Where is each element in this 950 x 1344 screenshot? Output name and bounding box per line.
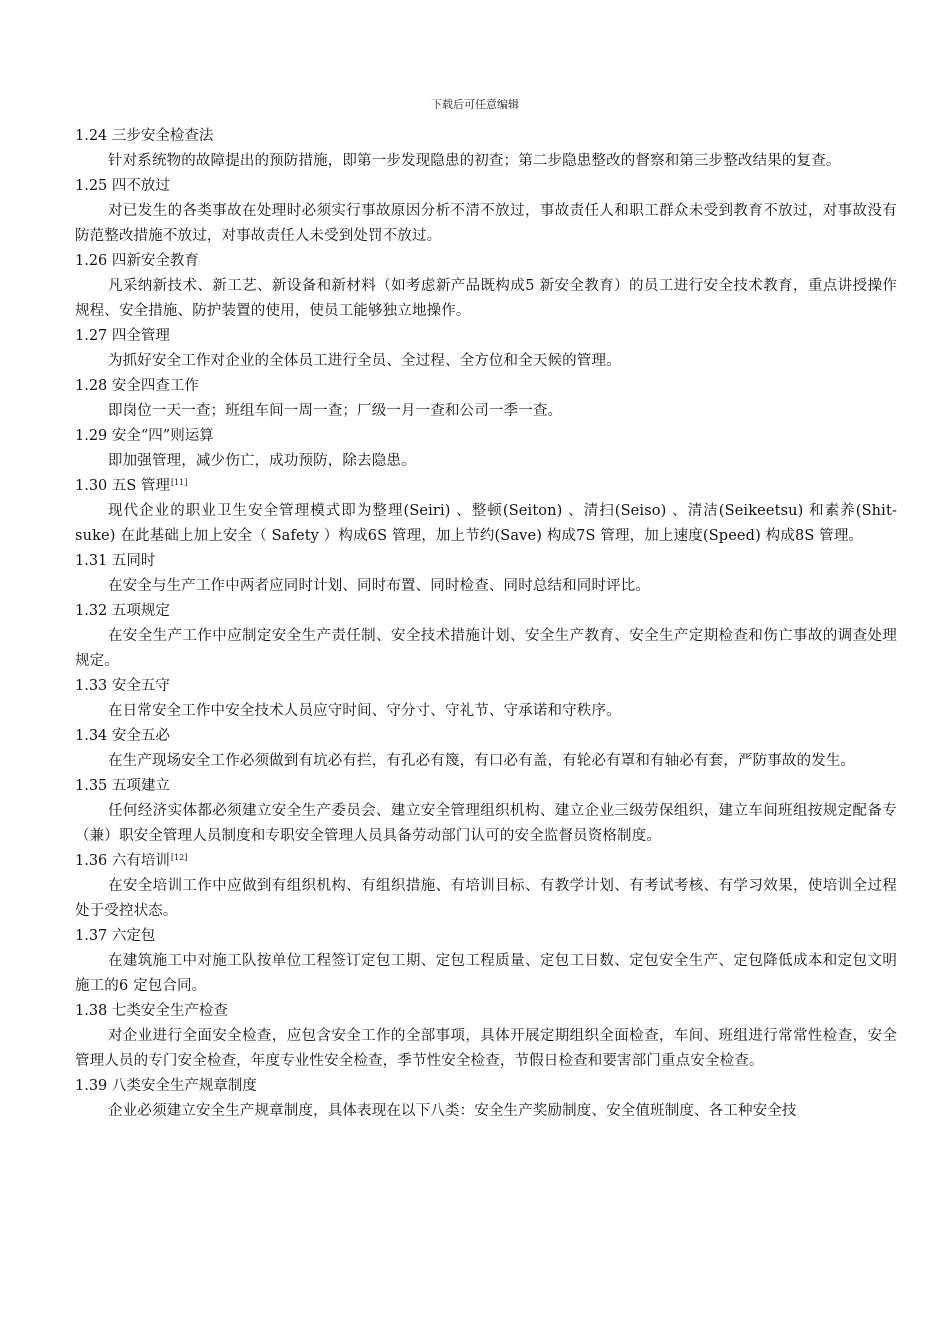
section-body: 对已发生的各类事故在处理时必须实行事故原因分析不清不放过，事故责任人和职工群众未受到教育不放过，对事故没有防范整改措施不放过，对事故责任人未受到处罚不放过。 — [75, 203, 897, 244]
section-body: 即加强管理，减少伤亡，成功预防，除去隐患。 — [108, 453, 416, 469]
section-body: 任何经济实体都必须建立安全生产委员会、建立安全管理组织机构、建立企业三级劳保组织，建立车间班组按规定配备专（兼）职安全管理人员制度和专职安全管理人员具备劳动部门认可的安全监督员资格制度。 — [75, 803, 897, 844]
section-1-25 — [75, 174, 897, 249]
section-body: 在生产现场安全工作必须做到有坑必有拦，有孔必有篾，有口必有盖，有轮必有罩和有轴必有套，严防事故的发生。 — [108, 753, 856, 769]
section-1-34 — [75, 724, 897, 774]
section-heading: 1.32 五项规定 — [75, 603, 170, 619]
section-heading: 1.37 六定包 — [75, 928, 156, 944]
section-heading: 1.39 八类安全生产规章制度 — [75, 1078, 257, 1094]
section-heading: 1.38 七类安全生产检查 — [75, 1003, 228, 1019]
section-body: 在安全培训工作中应做到有组织机构、有组织措施、有培训目标、有教学计划、有考试考核、有学习效果，使培训全过程处于受控状态。 — [75, 878, 897, 919]
section-1-39 — [75, 1074, 897, 1124]
section-1-36 — [75, 849, 897, 924]
citation-ref: [11] — [170, 478, 188, 487]
section-1-29 — [75, 424, 897, 474]
section-heading: 1.33 安全五守 — [75, 678, 170, 694]
section-1-37 — [75, 924, 897, 999]
section-heading: 1.36 六有培训[12] — [75, 853, 188, 869]
section-body: 针对系统物的故障提出的预防措施，即第一步发现隐患的初查；第二步隐患整改的督察和第三步整改结果的复查。 — [108, 153, 841, 169]
section-body: 在安全与生产工作中两者应同时计划、同时布置、同时检查、同时总结和同时评比。 — [108, 578, 651, 594]
section-body: 在日常安全工作中安全技术人员应守时间、守分寸、守礼节、守承诺和守秩序。 — [108, 703, 621, 719]
section-heading: 1.26 四新安全教育 — [75, 253, 199, 269]
section-body: 即岗位一天一查；班组车间一周一查；厂级一月一查和公司一季一查。 — [108, 403, 563, 419]
section-heading: 1.30 五S 管理[11] — [75, 478, 188, 494]
section-heading: 1.24 三步安全检查法 — [75, 128, 214, 144]
section-heading: 1.31 五同时 — [75, 553, 156, 569]
section-1-30 — [75, 474, 897, 549]
section-body: 现代企业的职业卫生安全管理模式即为整理(Seiri) 、整顿(Seiton) 、清扫(Seiso) 、清洁(Seikeetsu) 和素养(Shit- suke) 在此基础上加上安全（ Safety ）构成6S 管理，加上节约(Save) 构成7S 管理，加上速度(Speed) 构成8S 管理。 — [75, 503, 897, 544]
page-header-note: 下载后可任意编辑 — [431, 98, 519, 111]
section-body: 对企业进行全面安全检查，应包含安全工作的全部事项，具体开展定期组织全面检查，车间、班组进行常常性检查，安全管理人员的专门安全检查，年度专业性安全检查，季节性安全检查，节假日检查和要害部门重点安全检查。 — [75, 1028, 897, 1069]
section-heading: 1.25 四不放过 — [75, 178, 170, 194]
section-body: 在安全生产工作中应制定安全生产责任制、安全技术措施计划、安全生产教育、安全生产定期检查和伤亡事故的调查处理规定。 — [75, 628, 897, 669]
section-heading: 1.35 五项建立 — [75, 778, 170, 794]
section-1-24 — [75, 124, 897, 174]
section-heading: 1.29 安全“四”则运算 — [75, 428, 214, 444]
document-body — [75, 124, 897, 1124]
section-1-28 — [75, 374, 897, 424]
section-1-27 — [75, 324, 897, 374]
section-1-38 — [75, 999, 897, 1074]
section-body: 凡采纳新技术、新工艺、新设备和新材料（如考虑新产品既构成5 新安全教育）的员工进行安全技术教育，重点讲授操作规程、安全措施、防护装置的使用，使员工能够独立地操作。 — [75, 278, 897, 319]
section-body: 为抓好安全工作对企业的全体员工进行全员、全过程、全方位和全天候的管理。 — [108, 353, 621, 369]
section-heading: 1.34 安全五必 — [75, 728, 170, 744]
section-1-26 — [75, 249, 897, 324]
citation-ref: [12] — [170, 853, 188, 862]
section-body: 在建筑施工中对施工队按单位工程签订定包工期、定包工程质量、定包工日数、定包安全生产、定包降低成本和定包文明施工的6 定包合同。 — [75, 953, 897, 994]
section-heading: 1.28 安全四查工作 — [75, 378, 199, 394]
section-1-35 — [75, 774, 897, 849]
section-1-33 — [75, 674, 897, 724]
section-1-31 — [75, 549, 897, 599]
section-body: 企业必须建立安全生产规章制度，具体表现在以下八类：安全生产奖励制度、安全值班制度、各工种安全技 — [108, 1103, 797, 1119]
section-1-32 — [75, 599, 897, 674]
section-heading: 1.27 四全管理 — [75, 328, 170, 344]
